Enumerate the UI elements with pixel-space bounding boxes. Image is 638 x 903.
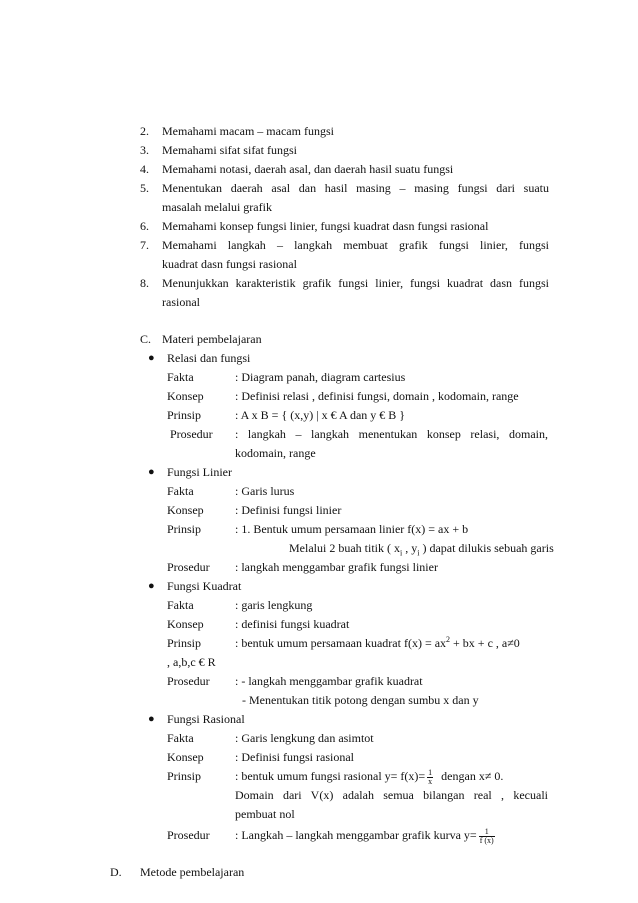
fraction-1-over-fx: $\frac{1}{f (x)}$ bbox=[479, 826, 494, 845]
section-d-label: D. bbox=[110, 865, 122, 879]
bullet-icon: ● bbox=[148, 580, 155, 592]
prinsip-text-cont: pembuat nol bbox=[235, 807, 295, 821]
prosedur-text: : - langkah menggambar grafik kuadrat bbox=[235, 674, 423, 688]
goal-text-cont: masalah melalui grafik bbox=[162, 200, 272, 214]
topic-title-relasi: Relasi dan fungsi bbox=[167, 351, 251, 365]
konsep-text: : Definisi fungsi rasional bbox=[235, 750, 354, 764]
goal-text: Memahami konsep fungsi linier, fungsi kuadrat dasn fungsi rasional bbox=[162, 219, 489, 233]
prosedur-text: : langkah menggambar grafik fungsi linier bbox=[235, 560, 438, 574]
fakta-text: : Garis lengkung dan asimtot bbox=[235, 731, 374, 745]
prosedur-text: : langkah – langkah menentukan konsep relasi, domain, bbox=[235, 427, 548, 441]
goal-number: 3. bbox=[140, 143, 149, 157]
prinsip-text-cont: Melalui 2 buah titik ( $x_i$ , $y_i$ ) dapat dilukis sebuah garis bbox=[289, 541, 554, 558]
goal-text: Menunjukkan karakteristik grafik fungsi linier, fungsi kuadrat dasn fungsi bbox=[162, 276, 549, 290]
topic-title-kuadrat: Fungsi Kuadrat bbox=[167, 579, 242, 593]
bullet-icon: ● bbox=[148, 352, 155, 364]
goal-number: 7. bbox=[140, 238, 149, 252]
fakta-label: Fakta bbox=[167, 370, 194, 384]
konsep-label: Konsep bbox=[167, 389, 204, 403]
konsep-label: Konsep bbox=[167, 617, 204, 631]
topic-title-linier: Fungsi Linier bbox=[167, 465, 232, 479]
konsep-text: : Definisi fungsi linier bbox=[235, 503, 342, 517]
goal-text-cont: rasional bbox=[162, 295, 200, 309]
prinsip-label: Prinsip bbox=[167, 408, 202, 422]
goal-number: 8. bbox=[140, 276, 149, 290]
bullet-icon: ● bbox=[148, 466, 155, 478]
section-c-title: Materi pembelajaran bbox=[162, 332, 262, 346]
goal-text: Memahami sifat sifat fungsi bbox=[162, 143, 297, 157]
fakta-label: Fakta bbox=[167, 484, 194, 498]
prosedur-text-cont: - Menentukan titik potong dengan sumbu x dan y bbox=[242, 693, 479, 707]
goal-text-cont: kuadrat dasn fungsi rasional bbox=[162, 257, 297, 271]
prosedur-label: Prosedur bbox=[167, 674, 210, 688]
prosedur-label: Prosedur bbox=[170, 427, 213, 441]
konsep-label: Konsep bbox=[167, 750, 204, 764]
prosedur-label: Prosedur bbox=[167, 828, 210, 842]
goal-number: 6. bbox=[140, 219, 149, 233]
fakta-label: Fakta bbox=[167, 598, 194, 612]
topic-title-rasional: Fungsi Rasional bbox=[167, 712, 245, 726]
goal-number: 4. bbox=[140, 162, 149, 176]
fakta-text: : Garis lurus bbox=[235, 484, 295, 498]
bullet-icon: ● bbox=[148, 713, 155, 725]
section-d-title: Metode pembelajaran bbox=[140, 865, 245, 879]
prosedur-label: Prosedur bbox=[167, 560, 210, 574]
goal-text: Memahami langkah – langkah membuat grafik fungsi linier, fungsi bbox=[162, 238, 549, 252]
prinsip-label: Prinsip bbox=[167, 769, 202, 783]
prinsip-text: : 1. Bentuk umum persamaan linier f(x) = ax + b bbox=[235, 522, 469, 536]
prinsip-text-cont: , a,b,c € R bbox=[167, 655, 216, 669]
prinsip-text-cont: Domain dari V(x) adalah semua bilangan real , kecuali bbox=[235, 788, 548, 802]
prinsip-text: : A x B = { (x,y) | x € A dan y € B } bbox=[235, 408, 406, 422]
goal-number: 5. bbox=[140, 181, 149, 195]
prinsip-text: : bentuk umum fungsi rasional y= f(x)= $\frac{1}{x}$ dengan x≠ 0. bbox=[235, 767, 504, 786]
fakta-text: : Diagram panah, diagram cartesius bbox=[235, 370, 406, 384]
konsep-text: : definisi fungsi kuadrat bbox=[235, 617, 350, 631]
goal-text: Memahami macam – macam fungsi bbox=[162, 124, 334, 138]
prosedur-text-cont: kodomain, range bbox=[235, 446, 316, 460]
prinsip-text: : bentuk umum persamaan kuadrat $f(x) = ax^2$ + bx + c , a≠0 bbox=[235, 635, 520, 650]
prinsip-label: Prinsip bbox=[167, 522, 202, 536]
fraction-1-over-x: $\frac{1}{x}$ bbox=[428, 767, 433, 786]
konsep-text: : Definisi relasi , definisi fungsi, domain , kodomain, range bbox=[235, 389, 519, 403]
fakta-label: Fakta bbox=[167, 731, 194, 745]
goal-number: 2. bbox=[140, 124, 149, 138]
fakta-text: : garis lengkung bbox=[235, 598, 313, 612]
prinsip-label: Prinsip bbox=[167, 636, 202, 650]
section-c-label: C. bbox=[140, 332, 152, 346]
goal-text: Memahami notasi, daerah asal, dan daerah hasil suatu fungsi bbox=[162, 162, 454, 176]
goal-text: Menentukan daerah asal dan hasil masing – masing fungsi dari suatu bbox=[162, 181, 549, 195]
prosedur-text: : Langkah – langkah menggambar grafik kurva y= $\frac{1}{f (x)}$ bbox=[235, 826, 494, 845]
konsep-label: Konsep bbox=[167, 503, 204, 517]
